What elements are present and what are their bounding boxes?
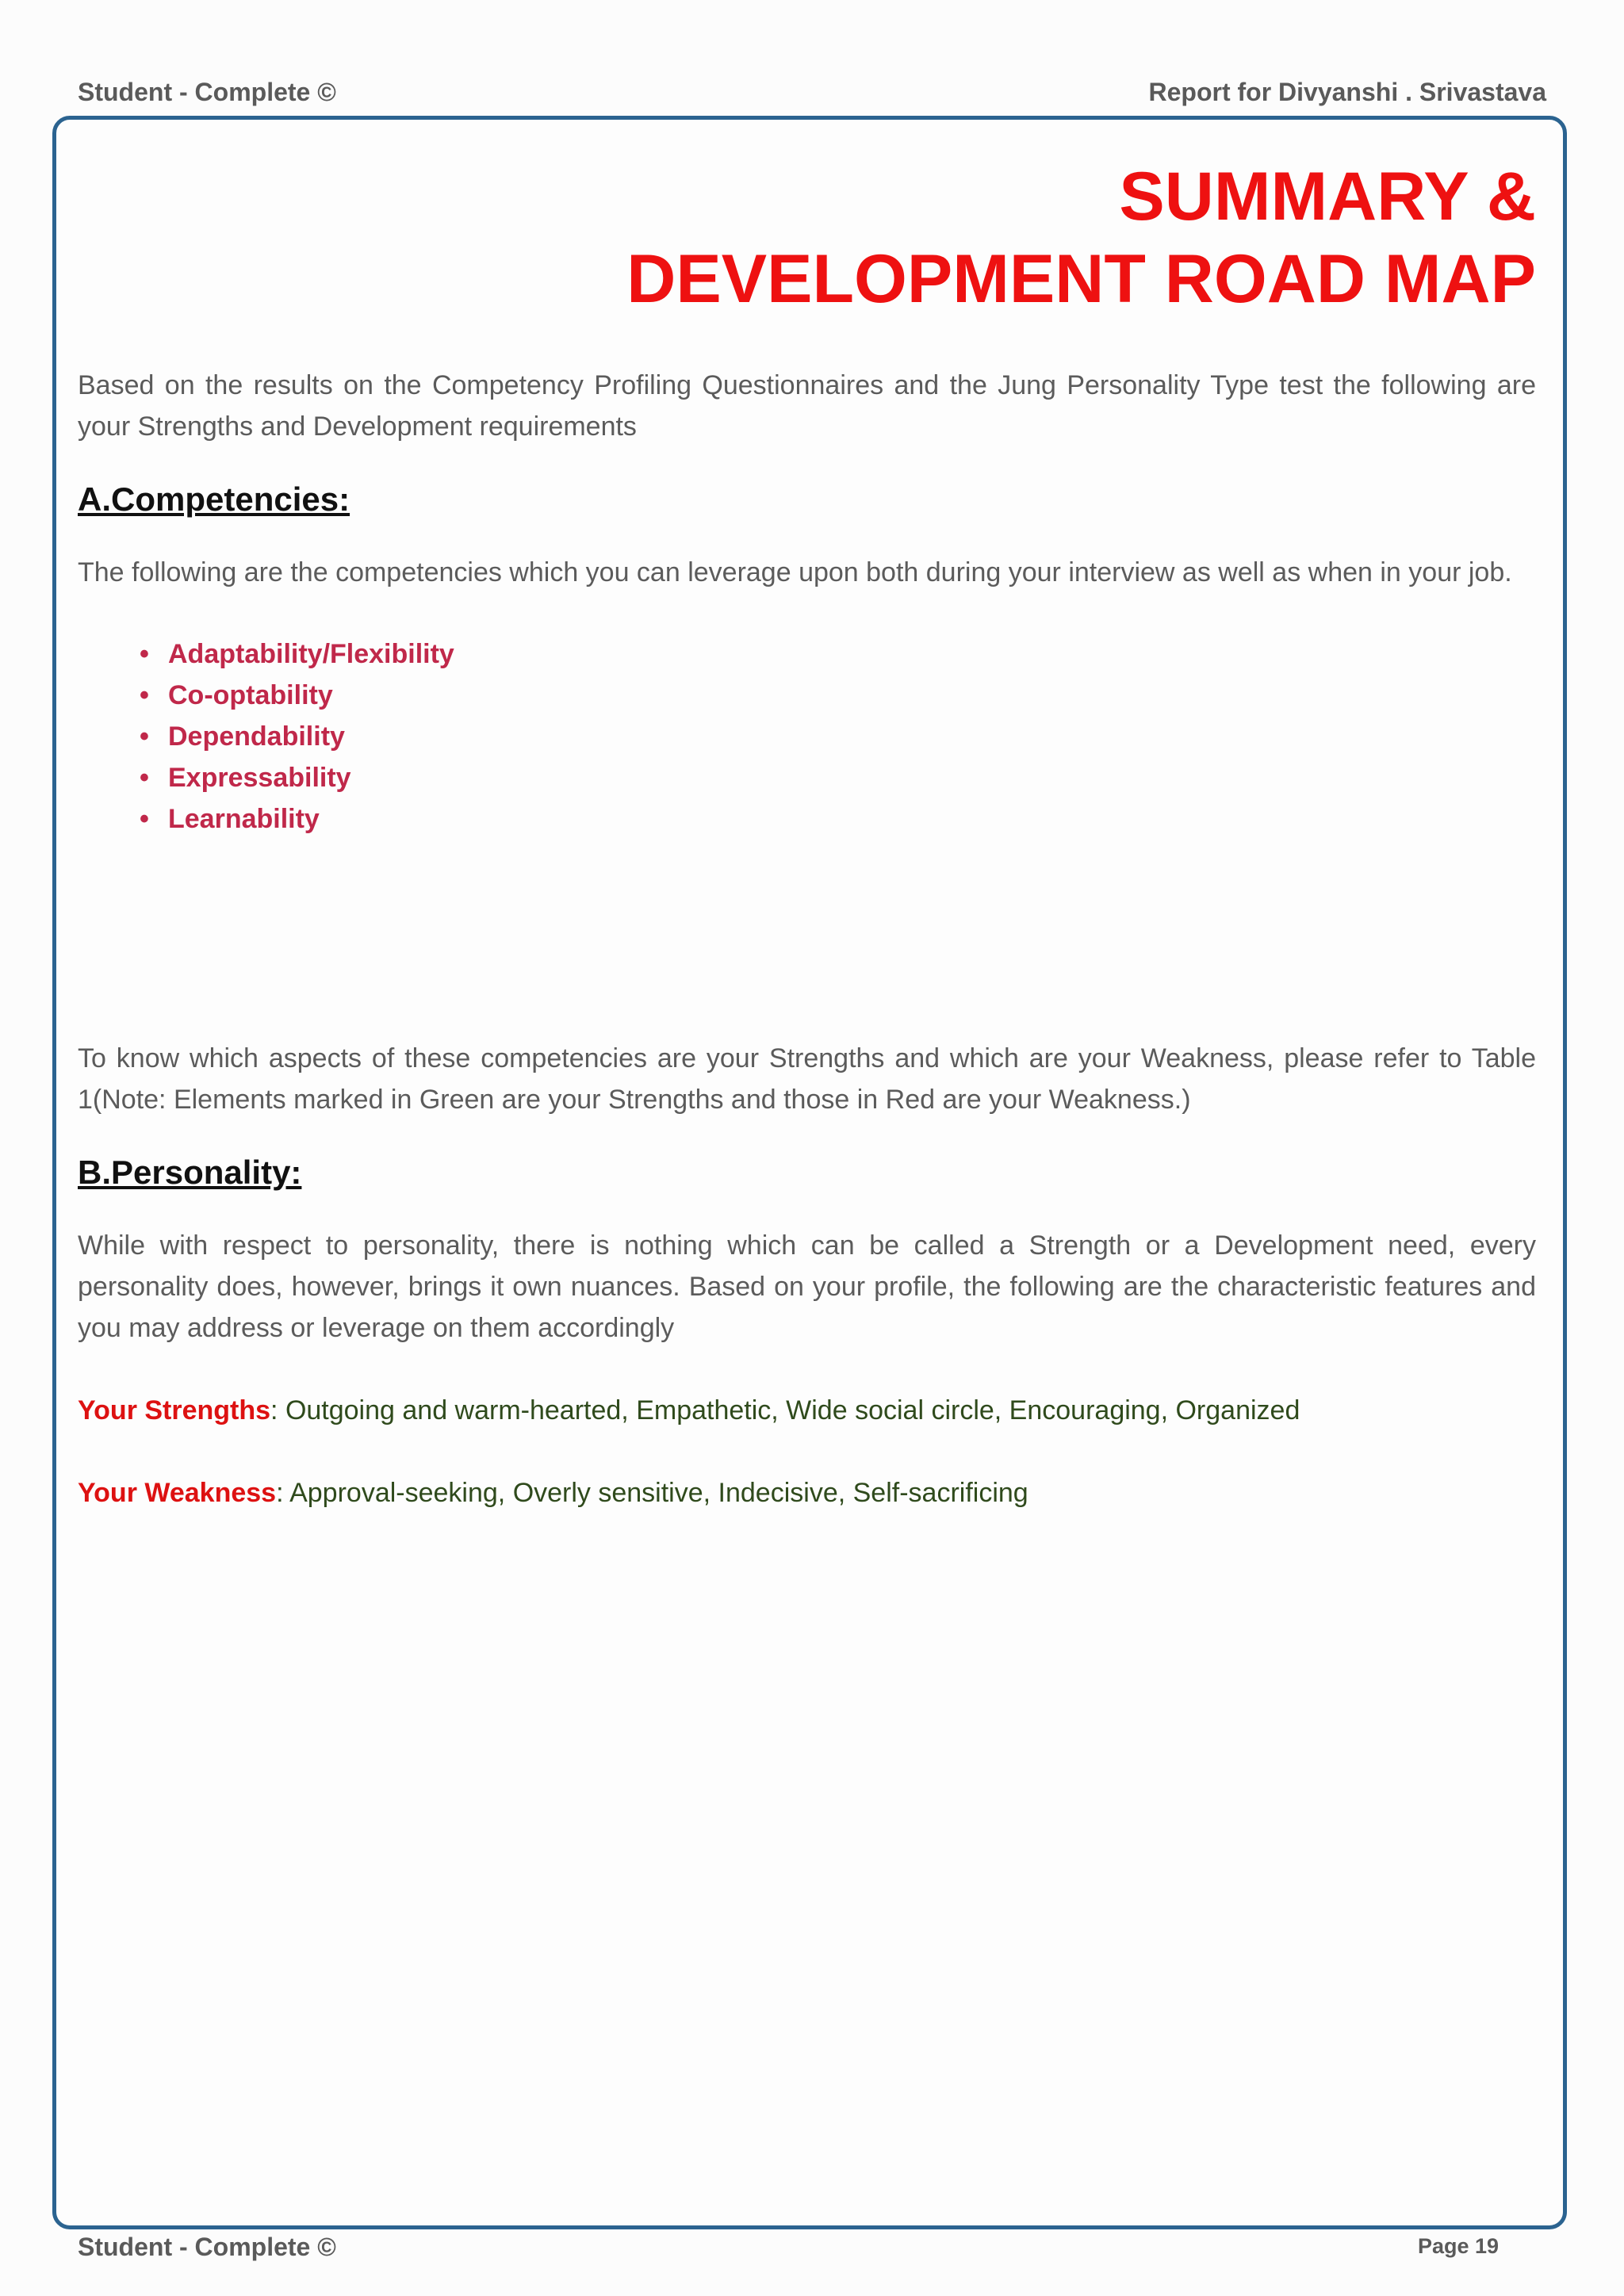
- header-product-name: Student - Complete ©: [78, 78, 336, 106]
- list-item: [140, 798, 1536, 840]
- competencies-description: The following are the competencies which you can leverage upon both during your interview as well as when in your job.: [78, 557, 1512, 587]
- header-report-for: Report for Divyanshi . Srivastava: [1148, 78, 1546, 106]
- competency-item-label: Learnability: [168, 804, 320, 834]
- competency-item-label: Expressability: [168, 763, 351, 793]
- bullet-icon: •: [140, 804, 149, 834]
- bullet-icon: •: [140, 763, 149, 793]
- title-line-1: SUMMARY &: [1119, 159, 1536, 235]
- bullet-icon: •: [140, 680, 149, 710]
- competency-list: [78, 633, 1536, 840]
- weakness-label: Your Weakness: [78, 1478, 277, 1508]
- competencies-note: To know which aspects of these competencies are your Strengths and which are your Weakness, please refer to Table 1(Note: Elements marked in Green are your Strengths and those in Red are your Weakness.): [78, 1043, 1536, 1115]
- footer-product-name: Student - Complete ©: [78, 2233, 336, 2261]
- competency-item-label: Adaptability/Flexibility: [168, 639, 454, 669]
- page-header: [78, 78, 1546, 113]
- list-item: [140, 675, 1536, 716]
- intro-paragraph: Based on the results on the Competency Profiling Questionnaires and the Jung Personality Type test the following are your Strengths and Development requirements: [78, 370, 1536, 442]
- competency-item-label: Co-optability: [168, 680, 333, 710]
- bullet-icon: •: [140, 639, 149, 669]
- list-item: [140, 716, 1536, 757]
- list-item: [140, 633, 1536, 675]
- page-number: Page 19: [1418, 2234, 1500, 2258]
- strengths-line: [78, 1390, 1536, 1431]
- strengths-values: : Outgoing and warm-hearted, Empathetic, Wide social circle, Encouraging, Organized: [270, 1395, 1300, 1425]
- bullet-icon: •: [140, 721, 149, 752]
- page-title: [626, 155, 1536, 320]
- personality-description: While with respect to personality, there is nothing which can be called a Strength or a Development need, every personality does, however, brings it own nuances. Based on your profile, the following are the characteristic features and you may address or leverage on them accordingly: [78, 1230, 1536, 1343]
- strengths-label: Your Strengths: [78, 1395, 271, 1425]
- weakness-values: : Approval-seeking, Overly sensitive, Indecisive, Self-sacrificing: [276, 1478, 1028, 1508]
- title-line-2: DEVELOPMENT ROAD MAP: [626, 241, 1536, 317]
- list-item: [140, 757, 1536, 798]
- weakness-line: [78, 1472, 1536, 1513]
- main-content: [78, 365, 1536, 1513]
- competencies-heading: A.Competencies:: [78, 480, 350, 518]
- competency-item-label: Dependability: [168, 721, 345, 752]
- personality-heading: B.Personality:: [78, 1154, 302, 1191]
